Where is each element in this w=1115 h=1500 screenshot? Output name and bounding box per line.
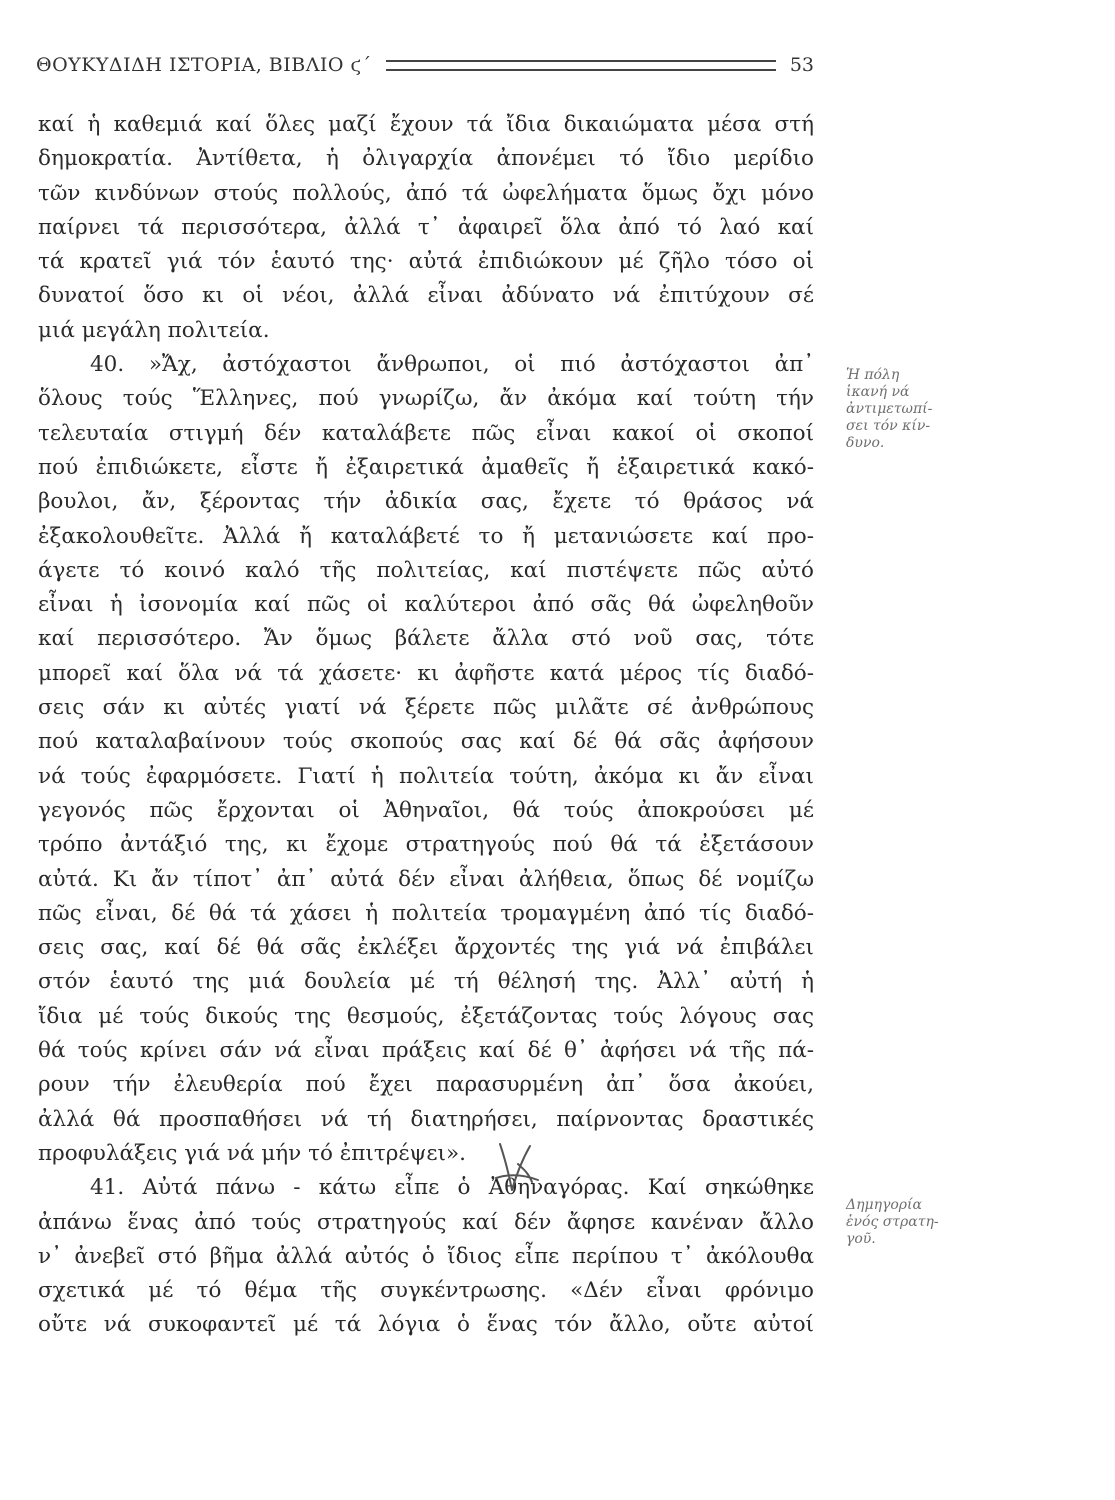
text-line: ν᾽ ἀνεβεῖ στό βῆμα ἀλλά αὐτός ὁ ἴδιος εἶπε περίπου τ᾽ ἀκόλουθα — [38, 1243, 814, 1269]
margin-note-line: Δημηγορία — [846, 1197, 922, 1213]
text-line: ἐξακολουθεῖτε. Ἀλλά ἤ καταλάβετέ το ἤ μετανιώσετε καί προ- — [38, 523, 814, 549]
text-line: παίρνει τά περισσότερα, ἀλλά τ᾽ ἀφαιρεῖ ὅλα ἀπό τό λαό καί — [38, 214, 814, 240]
text-line: τελευταία στιγμή δέν καταλάβετε πῶς εἶναι κακοί οἱ σκοποί — [38, 420, 814, 446]
running-title: ΘΟΥΚΥΔΙΔΗ ΙΣΤΟΡΙΑ, ΒΙΒΛΙΟ ϛ΄ — [36, 54, 372, 76]
margin-note-line: δυνο. — [846, 435, 885, 451]
text-line: καί περισσότερο. Ἄν ὅμως βάλετε ἄλλα στό νοῦ σας, τότε — [38, 626, 814, 652]
margin-note-line: γοῦ. — [846, 1231, 876, 1247]
text-line: πῶς εἶναι, δέ θά τά χάσει ἡ πολιτεία τρομαγμένη ἀπό τίς διαδό- — [38, 900, 814, 926]
text-line: καί ἡ καθεμιά καί ὅλες μαζί ἔχουν τά ἴδια δικαιώματα μέσα στή — [38, 112, 814, 137]
margin-note-speech — [846, 1197, 996, 1248]
text-line: ἀπάνω ἕνας ἀπό τούς στρατηγούς καί δέν ἄφησε κανέναν ἄλλο — [38, 1209, 814, 1235]
body-text — [38, 108, 814, 1343]
paragraph-40-start: 40. »Ἄχ, ἀστόχαστοι ἄνθρωποι, οἱ πιό ἀστόχαστοι ἀπ᾽ — [90, 352, 814, 378]
text-line: προφυλάξεις γιά νά μήν τό ἐπιτρέψει». — [38, 1140, 466, 1166]
text-line: πού καταλαβαίνουν τούς σκοπούς σας καί δέ θά σᾶς ἀφήσουν — [38, 729, 814, 755]
margin-note-line: ἑνός στρατη- — [846, 1214, 939, 1230]
text-line: θά τούς κρίνει σάν νά εἶναι πράξεις καί δέ θ᾽ ἀφήσει νά τῆς πά- — [38, 1038, 814, 1064]
text-line: άγετε τό κοινό καλό τῆς πολιτείας, καί πιστέψετε πῶς αὐτό — [38, 557, 814, 583]
text-line: ὅλους τούς Ἕλληνες, πού γνωρίζω, ἄν ἀκόμα καί τούτη τήν — [38, 386, 814, 412]
text-line: ἴδια μέ τούς δικούς της θεσμούς, ἐξετάζοντας τούς λόγους σας — [38, 1003, 814, 1029]
pen-mark — [478, 1138, 548, 1198]
text-line: νά τούς ἐφαρμόσετε. Γιατί ἡ πολιτεία τούτη, ἀκόμα κι ἄν εἶναι — [38, 763, 814, 789]
text-line: ἀλλά θά προσπαθήσει νά τή διατηρήσει, παίρνοντας δραστικές — [38, 1106, 814, 1132]
running-header — [36, 50, 814, 80]
text-line: αὐτά. Κι ἄν τίποτ᾽ ἀπ᾽ αὐτά δέν εἶναι ἀλήθεια, ὅπως δέ νομίζω — [38, 866, 814, 892]
text-line: τά κρατεῖ γιά τόν ἑαυτό της· αὐτά ἐπιδιώκουν μέ ζῆλο τόσο οἱ — [38, 249, 814, 275]
page-number: 53 — [789, 54, 814, 76]
margin-note-line: ἀντιμετωπί- — [846, 401, 933, 417]
header-rule — [386, 60, 776, 71]
text-line: βουλοι, ἄν, ξέροντας τήν ἀδικία σας, ἔχετε τό θράσος νά — [38, 489, 814, 515]
text-line: τρόπο ἀντάξιό της, κι ἔχομε στρατηγούς πού θά τά ἐξετάσουν — [38, 832, 814, 858]
text-line: οὔτε νά συκοφαντεῖ μέ τά λόγια ὁ ἕνας τόν ἄλλο, οὔτε αὐτοί — [38, 1312, 814, 1338]
margin-note-line: σει τόν κίν- — [846, 418, 931, 434]
paragraph-41-start: 41. Αὐτά πάνω - κάτω εἶπε ὁ Ἀθηναγόρας. Καί σηκώθηκε — [90, 1175, 814, 1201]
text-line: σεις σας, καί δέ θά σᾶς ἐκλέξει ἄρχοντές της γιά νά ἐπιβάλει — [38, 935, 814, 961]
text-line: δυνατοί ὅσο κι οἱ νέοι, ἀλλά εἶναι ἀδύνατο νά ἐπιτύχουν σέ — [38, 283, 814, 309]
text-line: τῶν κινδύνων στούς πολλούς, ἀπό τά ὠφελήματα ὅμως ὄχι μόνο — [38, 180, 814, 206]
text-line: σχετικά μέ τό θέμα τῆς συγκέντρωσης. «Δέν εἶναι φρόνιμο — [38, 1278, 814, 1304]
text-line: σεις σάν κι αὐτές γιατί νά ξέρετε πῶς μιλᾶτε σέ ἀνθρώπους — [38, 695, 814, 721]
text-line: εἶναι ἡ ἰσονομία καί πῶς οἱ καλύτεροι ἀπό σᾶς θά ὠφεληθοῦν — [38, 592, 814, 618]
text-line: πού ἐπιδιώκετε, εἶστε ἤ ἐξαιρετικά ἀμαθεῖς ἤ ἐξαιρετικά κακό- — [38, 454, 814, 480]
text-line: μιά μεγάλη πολιτεία. — [38, 317, 270, 343]
text-line: δημοκρατία. Ἀντίθετα, ἡ ὀλιγαρχία ἀπονέμει τό ἴδιο μερίδιο — [38, 146, 814, 172]
margin-note-line: ἱκανή νά — [846, 384, 910, 400]
text-line: γεγονός πῶς ἔρχονται οἱ Ἀθηναῖοι, θά τούς ἀποκρούσει μέ — [38, 797, 814, 823]
text-line: μπορεῖ καί ὅλα νά τά χάσετε· κι ἀφῆστε κατά μέρος τίς διαδό- — [38, 660, 814, 686]
margin-note-city — [846, 367, 996, 452]
text-line: ρουν τήν ἐλευθερία πού ἔχει παρασυρμένη ἀπ᾽ ὅσα ἀκούει, — [38, 1072, 814, 1098]
text-line: στόν ἑαυτό της μιά δουλεία μέ τή θέλησή της. Ἀλλ᾽ αὐτή ἡ — [38, 969, 814, 995]
margin-note-line: Ἡ πόλη — [846, 367, 900, 383]
